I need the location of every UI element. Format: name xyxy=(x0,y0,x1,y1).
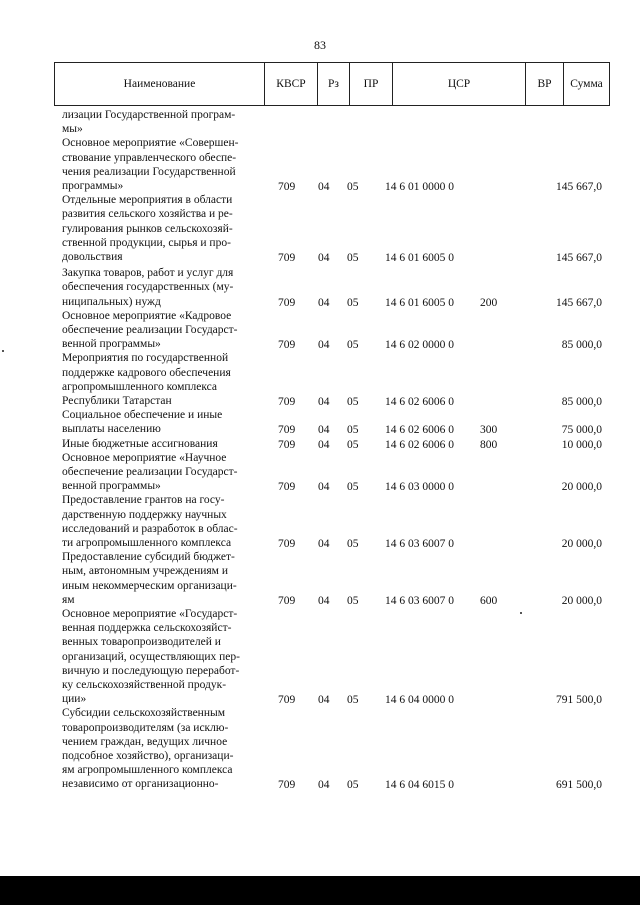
row-name-line: обеспечение реализации Государст- xyxy=(62,324,238,336)
table-header xyxy=(54,62,610,106)
row-name xyxy=(62,266,258,309)
cell-vr: 300 xyxy=(480,424,498,437)
header-rz: Рз xyxy=(318,63,350,105)
cell-pr: 05 xyxy=(347,339,359,352)
cell-kvsr: 709 xyxy=(278,251,296,264)
row-name-line: венных товаропроизводителей и xyxy=(62,636,221,649)
cell-rz: 04 xyxy=(318,339,330,352)
cell-pr: 05 xyxy=(347,481,359,494)
cell-vr: 600 xyxy=(480,594,498,607)
row-name-line: ствование управленческого обеспе- xyxy=(62,151,237,164)
row-name xyxy=(62,607,258,706)
row-name-line: Основное мероприятие «Кадровое xyxy=(62,309,232,322)
cell-kvsr: 709 xyxy=(278,694,296,707)
cell-kvsr: 709 xyxy=(278,296,296,309)
row-name-line: поддержке кадрового обеспечения xyxy=(62,366,231,379)
row-name-line: товаропроизводителям (за исклю- xyxy=(62,721,229,734)
cell-pr: 05 xyxy=(347,438,359,451)
row-name-line: Социальное обеспечение и иные xyxy=(62,409,223,422)
row-name xyxy=(62,309,258,352)
header-name: Наименование xyxy=(55,63,265,105)
cell-csr: 14 6 04 0000 0 xyxy=(385,694,454,707)
cell-rz: 04 xyxy=(318,779,330,792)
cell-csr: 14 6 01 0000 0 xyxy=(385,180,454,193)
row-name xyxy=(62,108,258,136)
cell-sum: 791 500,0 xyxy=(556,694,602,707)
row-name-line: венной программы» xyxy=(62,338,161,351)
cell-csr: 14 6 02 6006 0 xyxy=(385,424,454,437)
row-name-line: венная поддержка сельскохозяйст- xyxy=(62,622,232,635)
row-name xyxy=(62,408,258,436)
header-kvsr: КВСР xyxy=(265,63,318,105)
cell-rz: 04 xyxy=(318,537,330,550)
cell-vr: 800 xyxy=(480,438,498,451)
row-name-line: ям агропромышленного комплекса xyxy=(62,764,233,777)
row-name-line: вичную и последующую переработ- xyxy=(62,664,240,677)
cell-sum: 85 000,0 xyxy=(561,395,602,408)
scan-speck xyxy=(2,350,4,352)
cell-kvsr: 709 xyxy=(278,339,296,352)
cell-rz: 04 xyxy=(318,296,330,309)
row-name xyxy=(62,351,258,408)
row-name-line: программы» xyxy=(62,180,124,192)
row-name-line: Предоставление грантов на госу- xyxy=(62,494,225,507)
cell-rz: 04 xyxy=(318,180,330,193)
row-name-line: мы» xyxy=(62,123,83,136)
row-name-line: ции» xyxy=(62,693,87,706)
scan-speck xyxy=(520,612,522,614)
cell-sum: 145 667,0 xyxy=(556,296,602,309)
cell-sum: 20 000,0 xyxy=(561,537,602,550)
row-name xyxy=(62,451,258,494)
cell-kvsr: 709 xyxy=(278,395,296,408)
row-name-line: дарственную поддержку научных xyxy=(62,508,227,521)
row-name-line: лизации Государственной програм- xyxy=(62,109,236,121)
cell-sum: 145 667,0 xyxy=(556,251,602,264)
row-name-line: венной программы» xyxy=(62,480,161,493)
cell-rz: 04 xyxy=(318,438,330,451)
row-name-line: развития сельского хозяйства и ре- xyxy=(62,208,233,221)
row-name xyxy=(62,136,258,193)
cell-csr: 14 6 01 6005 0 xyxy=(385,251,454,264)
cell-pr: 05 xyxy=(347,537,359,550)
cell-csr: 14 6 02 0000 0 xyxy=(385,339,454,352)
cell-pr: 05 xyxy=(347,594,359,607)
cell-kvsr: 709 xyxy=(278,779,296,792)
row-name-line: организаций, осуществляющих пер- xyxy=(62,650,240,663)
cell-sum: 85 000,0 xyxy=(561,339,602,352)
row-name xyxy=(62,706,258,791)
cell-pr: 05 xyxy=(347,424,359,437)
cell-kvsr: 709 xyxy=(278,481,296,494)
cell-csr: 14 6 02 6006 0 xyxy=(385,438,454,451)
cell-rz: 04 xyxy=(318,594,330,607)
cell-vr: 200 xyxy=(480,296,498,309)
cell-sum: 145 667,0 xyxy=(556,180,602,193)
row-name-line: подсобное хозяйство), организаци- xyxy=(62,750,234,762)
cell-sum: 691 500,0 xyxy=(556,779,602,792)
cell-pr: 05 xyxy=(347,180,359,193)
cell-csr: 14 6 03 0000 0 xyxy=(385,481,454,494)
row-name-line: ниципальных) нужд xyxy=(62,295,161,308)
row-name-line: независимо от организационно- xyxy=(62,778,219,791)
row-name-line: Мероприятия по государственной xyxy=(62,352,229,365)
cell-rz: 04 xyxy=(318,481,330,494)
row-name xyxy=(62,193,258,264)
cell-csr: 14 6 02 6006 0 xyxy=(385,395,454,408)
page-number: 83 xyxy=(314,38,326,52)
cell-pr: 05 xyxy=(347,395,359,408)
cell-kvsr: 709 xyxy=(278,424,296,437)
cell-kvsr: 709 xyxy=(278,594,296,607)
cell-sum: 10 000,0 xyxy=(561,438,602,451)
row-name-line: ти агропромышленного комплекса xyxy=(62,537,232,549)
row-name-line: Субсидии сельскохозяйственным xyxy=(62,707,225,720)
row-name-line: исследований и разработок в облас- xyxy=(62,522,238,535)
row-name-line: Основное мероприятие «Научное xyxy=(62,451,227,464)
row-name-line: Основное мероприятие «Государст- xyxy=(62,608,238,620)
cell-pr: 05 xyxy=(347,296,359,309)
row-name-line: ку сельскохозяйственной продук- xyxy=(62,679,227,692)
cell-csr: 14 6 04 6015 0 xyxy=(385,779,454,792)
row-name-line: гулирования рынков сельскохозяй- xyxy=(62,222,233,235)
cell-csr: 14 6 03 6007 0 xyxy=(385,537,454,550)
row-name-line: Предоставление субсидий бюджет- xyxy=(62,551,235,564)
cell-csr: 14 6 03 6007 0 xyxy=(385,594,454,607)
cell-kvsr: 709 xyxy=(278,438,296,451)
row-name-line: обеспечение реализации Государст- xyxy=(62,466,238,478)
cell-rz: 04 xyxy=(318,424,330,437)
row-name-line: чения реализации Государственной xyxy=(62,165,236,178)
cell-csr: 14 6 01 6005 0 xyxy=(385,296,454,309)
row-name-line: иным некоммерческим организаци- xyxy=(62,579,237,592)
row-name-line: обеспечения государственных (му- xyxy=(62,281,234,294)
row-name-line: ственной продукции, сырья и про- xyxy=(62,236,231,249)
row-name-line: Иные бюджетные ассигнования xyxy=(62,437,218,450)
row-name-line: ям xyxy=(62,593,75,606)
cell-kvsr: 709 xyxy=(278,537,296,550)
cell-sum: 20 000,0 xyxy=(561,594,602,607)
cell-pr: 05 xyxy=(347,251,359,264)
header-csr: ЦСР xyxy=(393,63,526,105)
cell-pr: 05 xyxy=(347,694,359,707)
cell-rz: 04 xyxy=(318,395,330,408)
cell-sum: 20 000,0 xyxy=(561,481,602,494)
row-name-line: чением граждан, ведущих личное xyxy=(62,735,228,748)
cell-sum: 75 000,0 xyxy=(561,424,602,437)
scan-border xyxy=(0,876,640,905)
row-name xyxy=(62,550,258,607)
row-name-line: Республики Татарстан xyxy=(62,395,172,407)
row-name-line: агропромышленного комплекса xyxy=(62,380,218,393)
row-name xyxy=(62,493,258,550)
row-name-line: Основное мероприятие «Совершен- xyxy=(62,137,239,150)
row-name-line: Закупка товаров, работ и услуг для xyxy=(62,267,234,280)
cell-rz: 04 xyxy=(318,694,330,707)
header-vr: ВР xyxy=(526,63,564,105)
row-name-line: Отдельные мероприятия в области xyxy=(62,194,233,207)
cell-pr: 05 xyxy=(347,779,359,792)
cell-kvsr: 709 xyxy=(278,180,296,193)
header-sum: Сумма xyxy=(570,78,603,90)
row-name-line: выплаты населению xyxy=(62,423,161,436)
row-name-line: довольствия xyxy=(62,251,123,263)
cell-rz: 04 xyxy=(318,251,330,264)
row-name-line: ным, автономным учреждениям и xyxy=(62,565,228,578)
header-pr: ПР xyxy=(350,63,393,105)
row-name xyxy=(62,437,258,451)
